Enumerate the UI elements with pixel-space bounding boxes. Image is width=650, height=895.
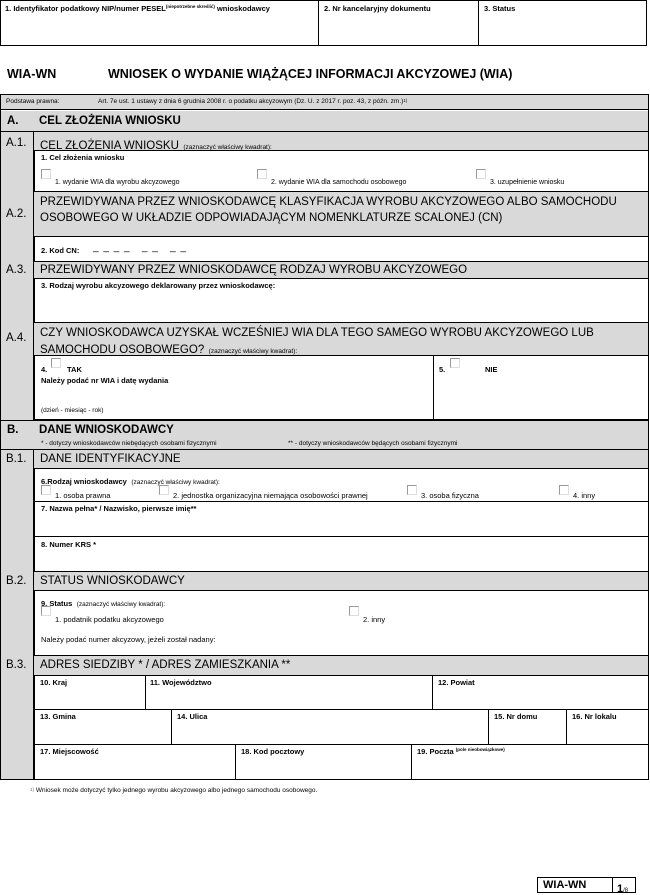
field-1-nip-pesel[interactable]: 1. Identyfikator podatkowy NIP/numer $PESEL^{(niepotrzebne skreślić)}$ wnioskodawcy bbox=[5, 4, 270, 13]
field-2-cn-code[interactable]: 2. Kod CN: _ _ _ _ _ _ _ _ bbox=[34, 236, 649, 262]
footer-page-box bbox=[537, 877, 636, 893]
footer-form-code: WIA-WN bbox=[543, 879, 587, 891]
field-12-county[interactable]: 12. Powiat bbox=[432, 675, 649, 710]
field-9-status: 9. Status (zaznaczyć właściwy kwadrat): 1. podatnik podatku akcyzowego 2. inny Należy podać numer akcyzowy, jeżeli został nadany: bbox=[34, 590, 649, 656]
field-3-status[interactable]: 3. Status bbox=[484, 4, 516, 13]
field-16-apartment-number[interactable]: 16. Nr lokalu bbox=[566, 709, 649, 745]
field-8-krs[interactable]: 8. Numer KRS * bbox=[34, 536, 649, 572]
checkbox-icon[interactable] bbox=[559, 485, 569, 495]
field-19-post-office[interactable]: 19. Poczta $^{(pole nieobowiązkowe)}$ bbox=[411, 744, 649, 780]
field-6-applicant-type: 6.Rodzaj wnioskodawcy (zaznaczyć właściwy kwadrat): 1. osoba prawna 2. jednostka organizacyjna niemająca osobowości prawnej 3. osoba fizyczna 4. inny bbox=[34, 468, 649, 502]
b3-title: ADRES SIEDZIBY * / ADRES ZAMIESZKANIA ** bbox=[40, 659, 291, 671]
checkbox-icon[interactable] bbox=[41, 169, 51, 179]
legal-basis-row: Podstawa prawna: Art. 7e ust. 1 ustawy z dnia 6 grudnia 2008 r. o podatku akcyzowym (Dz. U. z 2017 r. poz. 43, z późn. zm.)$^{1)}$ bbox=[1, 95, 648, 110]
field-17-city[interactable]: 17. Miejscowość bbox=[34, 744, 236, 780]
a3-title: PRZEWIDYWANY PRZEZ WNIOSKODAWCĘ RODZAJ WYROBU AKCYZOWEGO bbox=[40, 264, 468, 276]
field-18-postal-code[interactable]: 18. Kod pocztowy bbox=[235, 744, 412, 780]
purpose-option-1[interactable] bbox=[41, 166, 51, 184]
field-7-full-name[interactable]: 7. Nazwa pełna* / Nazwisko, pierwsze imię** bbox=[34, 501, 649, 537]
legal-basis-text: Art. 7e ust. 1 ustawy z dnia 6 grudnia 2008 r. o podatku akcyzowym (Dz. U. z 2017 r. poz. 43, z późn. zm.)$^{1)}$ bbox=[98, 98, 408, 105]
field-1-purpose: 1. Cel złożenia wniosku 1. wydanie WIA dla wyrobu akcyzowego 2. wydanie WIA dla samochodu osobowego 3. uzupełnienie wniosku bbox=[34, 150, 649, 192]
purpose-option-3[interactable] bbox=[476, 166, 486, 184]
footnote: $^{1)}$ Wniosek może dotyczyć tylko jednego wyrobu akcyzowego albo jednego samochodu osobowego. bbox=[30, 787, 318, 794]
field-5-no: 5. NIE bbox=[433, 355, 649, 420]
field-14-street[interactable]: 14. Ulica bbox=[171, 709, 489, 745]
page-number: 1/8 bbox=[617, 883, 629, 895]
checkbox-icon[interactable] bbox=[349, 606, 359, 616]
section-a-title: CEL ZŁOŻENIA WNIOSKU bbox=[39, 115, 181, 127]
page-title: WNIOSEK O WYDANIE WIĄŻĄCEJ INFORMACJI AKCYZOWEJ (WIA) bbox=[108, 67, 513, 81]
section-a-header: A. CEL ZŁOŻENIA WNIOSKU bbox=[1, 111, 648, 132]
b1-title: DANE IDENTYFIKACYJNE bbox=[40, 453, 181, 465]
field-11-voivodeship[interactable]: 11. Województwo bbox=[145, 675, 433, 710]
a1-title: CEL ZŁOŻENIA WNIOSKU (zaznaczyć właściwy kwadrat): bbox=[40, 140, 272, 152]
a4-title: CZY WNIOSKODAWCA UZYSKAŁ WCZEŚNIEJ WIA DLA TEGO SAMEGO WYROBU AKCYZOWEGO LUB SAMOCHODU OSOBOWEGO? (zaznaczyć właściwy kwadrat): bbox=[40, 327, 594, 356]
field-10-country[interactable]: 10. Kraj bbox=[34, 675, 146, 710]
checkbox-icon[interactable] bbox=[41, 606, 51, 616]
top-header-box bbox=[0, 0, 647, 46]
checkbox-icon[interactable] bbox=[41, 485, 51, 495]
checkbox-icon[interactable] bbox=[51, 358, 61, 368]
left-column-b bbox=[1, 450, 34, 779]
field-15-house-number[interactable]: 15. Nr domu bbox=[488, 709, 567, 745]
checkbox-icon[interactable] bbox=[257, 169, 267, 179]
a2-title: PRZEWIDYWANA PRZEZ WNIOSKODAWCĘ KLASYFIKACJA WYROBU AKCYZOWEGO ALBO SAMOCHODU OSOBOWEGO W UKŁADZIE ODPOWIADAJĄCYM NOMENKLATURZE SCALONEJ (CN) bbox=[40, 196, 617, 224]
checkbox-icon[interactable] bbox=[159, 485, 169, 495]
left-column bbox=[1, 132, 34, 420]
field-2-office-number[interactable]: 2. Nr kancelaryjny dokumentu bbox=[324, 4, 431, 13]
purpose-option-2[interactable] bbox=[257, 166, 267, 184]
field-13-municipality[interactable]: 13. Gmina bbox=[34, 709, 172, 745]
checkbox-icon[interactable] bbox=[476, 169, 486, 179]
field-4-yes: 4. TAK Należy podać nr WIA i datę wydania (dzień - miesiąc - rok) bbox=[34, 355, 434, 420]
checkbox-icon[interactable] bbox=[407, 485, 417, 495]
field-3-excise-type[interactable]: 3. Rodzaj wyrobu akcyzowego deklarowany przez wnioskodawcę: bbox=[34, 278, 649, 323]
section-b-title: DANE WNIOSKODAWCY bbox=[39, 424, 174, 436]
b2-title: STATUS WNIOSKODAWCY bbox=[40, 575, 185, 587]
section-b-header: B. DANE WNIOSKODAWCY * - dotyczy wnioskodawców niebędących osobami fizycznymi ** - dotyczy wnioskodawców będących osobami fizycznymi bbox=[1, 420, 648, 450]
form-code: WIA-WN bbox=[7, 67, 57, 81]
checkbox-icon[interactable] bbox=[450, 358, 460, 368]
